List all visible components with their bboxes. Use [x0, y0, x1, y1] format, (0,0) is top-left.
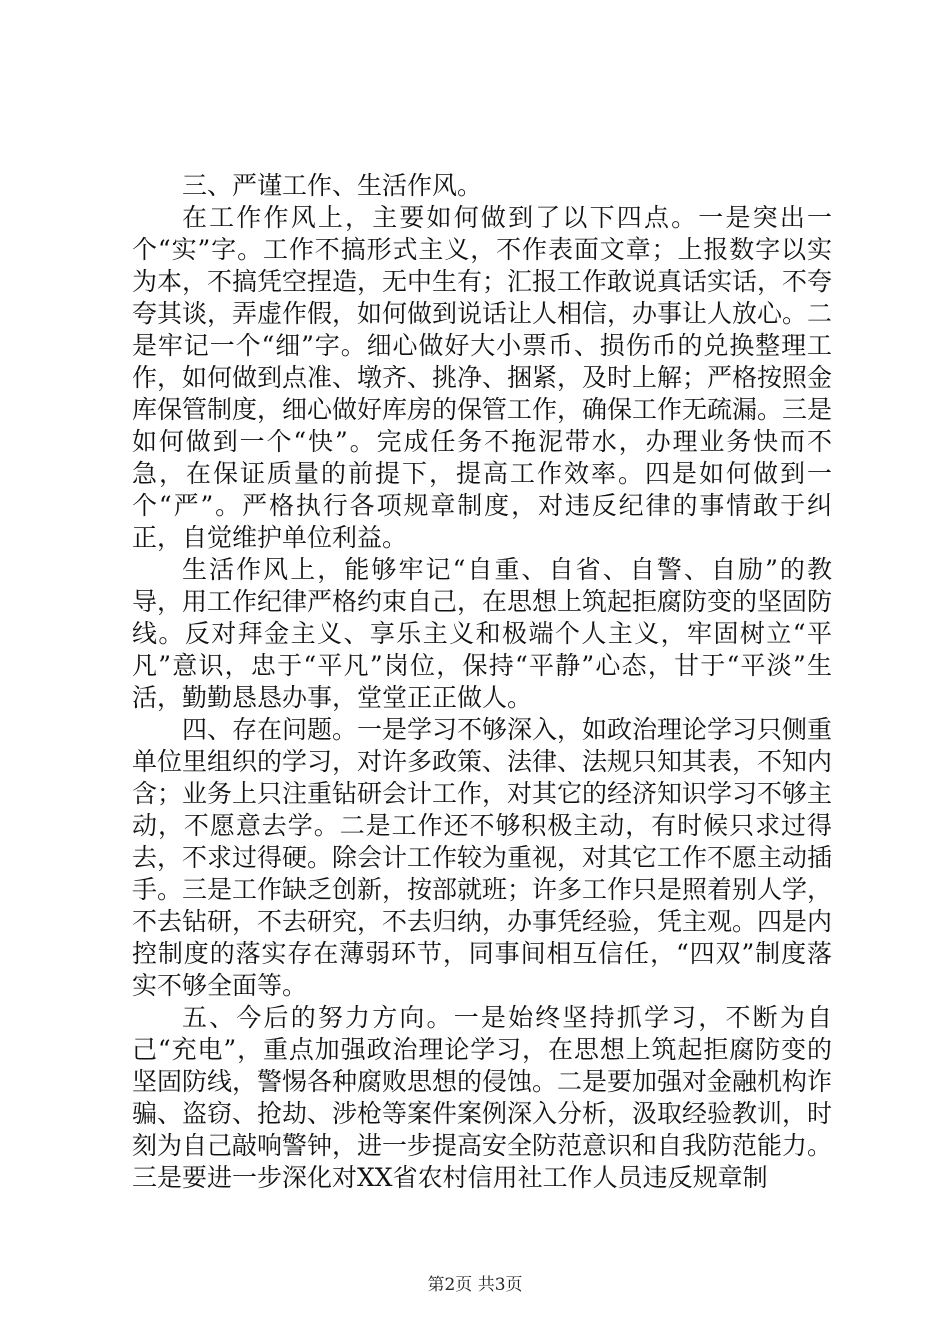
- paragraph-future-direction: 五、今后的努力方向。一是始终坚持抓学习，不断为自己“充电”，重点加强政治理论学习，在思想上筑起拒腐防变的坚固防线，警惕各种腐败思想的侵蚀。二是要加强对金融机构诈骗、盗窃、抢劫、涉枪等案件案例深入分析，汲取经验教训，时刻为自己敲响警钟，进一步提高安全防范意识和自我防范能力。三是要进一步深化对XX省农村信用社工作人员违反规章制: [132, 1003, 833, 1192]
- paragraph-life-style: 生活作风上，能够牢记“自重、自省、自警、自励”的教导，用工作纪律严格约束自己，在思想上筑起拒腐防变的坚固防线。反对拜金主义、享乐主义和极端个人主义，牢固树立“平凡”意识，忠于“平凡”岗位，保持“平静”心态，甘于“平淡”生活，勤勤恳恳办事，堂堂正正做人。: [132, 555, 833, 712]
- paragraph-work-style: 在工作作风上，主要如何做到了以下四点。一是突出一个“实”字。工作不搞形式主义，不作表面文章；上报数字以实为本，不搞凭空捏造，无中生有；汇报工作敢说真话实话，不夸夸其谈，弄虚作假，如何做到说话让人相信，办事让人放心。二是牢记一个“细”字。细心做好大小票币、损伤币的兑换整理工作，如何做到点准、墩齐、挑净、捆紧，及时上解；严格按照金库保管制度，细心做好库房的保管工作，确保工作无疏漏。三是如何做到一个“快”。完成任务不拖泥带水，办理业务快而不急，在保证质量的前提下，提高工作效率。四是如何做到一个“严”。严格执行各项规章制度，对违反纪律的事情敢于纠正，自觉维护单位利益。: [132, 203, 833, 552]
- page-number-footer: 第2页 共3页: [427, 1275, 523, 1295]
- paragraph-section-three-heading: 三、严谨工作、生活作风。: [182, 171, 483, 200]
- document-body: [132, 170, 832, 1194]
- paragraph-existing-problems: 四、存在问题。一是学习不够深入，如政治理论学习只侧重单位里组织的学习，对许多政策、法律、法规只知其表，不知内含；业务上只注重钻研会计工作，对其它的经济知识学习不够主动，不愿意去学。二是工作还不够积极主动，有时候只求过得去，不求过得硬。除会计工作较为重视，对其它工作不愿主动插手。三是工作缺乏创新，按部就班；许多工作只是照着别人学，不去钻研，不去研究，不去归纳，办事凭经验，凭主观。四是内控制度的落实存在薄弱环节，同事间相互信任，“四双”制度落实不够全面等。: [132, 715, 833, 1000]
